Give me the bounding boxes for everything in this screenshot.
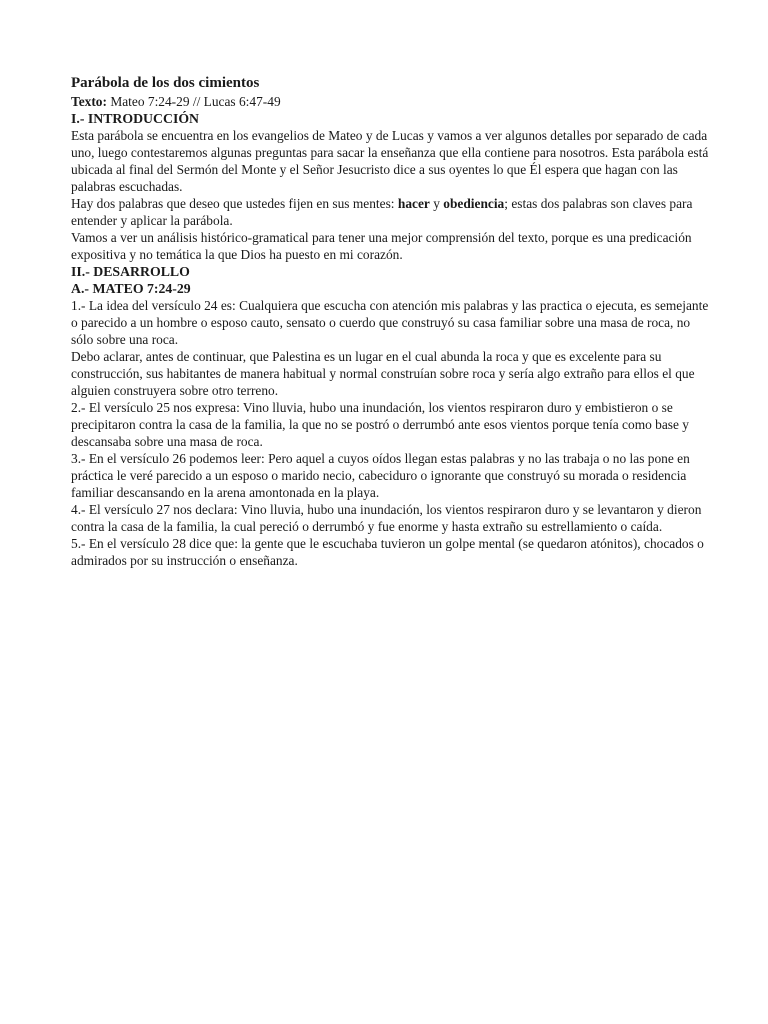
paragraph: Vamos a ver un análisis histórico-gramatical para tener una mejor comprensión del texto, porque es una predicación expositiva y no temática la que Dios ha puesto en mi corazón.	[71, 230, 692, 262]
scripture-reference	[71, 93, 711, 110]
verse-paragraph: 3.- En el versículo 26 podemos leer: Pero aquel a cuyos oídos llegan estas palabras y no las trabaja o no las pone en práctica le veré parecido a un esposo o marido necio, cabeciduro o ignorante que construyó su morada o residencia familiar descansando en la arena amontonada en la playa.	[71, 451, 690, 500]
document-page	[71, 74, 711, 569]
section-heading-desarrollo: II.- DESARROLLO	[71, 264, 190, 279]
verse-paragraph: 2.- El versículo 25 nos expresa: Vino lluvia, hubo una inundación, los vientos respiraron duro y embistieron o se precipitaron contra la casa de la familia, la que no se postró o derrumbó ante esos vientos porque tenía como base y descansaba sobre una masa de roca.	[71, 400, 689, 449]
scripture-label: Texto:	[71, 94, 107, 109]
verse-paragraph: 4.- El versículo 27 nos declara: Vino lluvia, hubo una inundación, los vientos respiraron duro y se levantaron y dieron contra la casa de la familia, la cual pereció o derrumbó y fue enorme y hasta extraño su estrellamiento o caída.	[71, 502, 702, 534]
subsection-heading-mateo: A.- MATEO 7:24-29	[71, 281, 191, 296]
verse-paragraph: 1.- La idea del versículo 24 es: Cualquiera que escucha con atención mis palabras y las practica o ejecuta, es semejante o parecido a un hombre o esposo cauto, sensato o cuerdo que construyó su casa familiar sobre una masa de roca, no sólo sobre una roca.	[71, 298, 709, 347]
paragraph-text: ; estas dos palabras son claves para entender y aplicar la parábola.	[71, 196, 693, 228]
paragraph: Esta parábola se encuentra en los evangelios de Mateo y de Lucas y vamos a ver algunos detalles por separado de cada uno, luego contestaremos algunas preguntas para sacar la enseñanza que ella contiene para nosotros. Esta parábola está ubicada al final del Sermón del Monte y el Señor Jesucristo dice a sus oyentes lo que Él espera que hagan con las palabras escuchadas.	[71, 128, 709, 194]
scripture-value: Mateo 7:24-29 // Lucas 6:47-49	[106, 94, 281, 109]
document-title: Parábola de los dos cimientos	[71, 75, 260, 91]
section-heading-introduction: I.- INTRODUCCIÓN	[71, 111, 200, 126]
paragraph-text: y	[429, 196, 444, 211]
paragraph-key-words	[71, 195, 711, 229]
verse-paragraph: Debo aclarar, antes de continuar, que Palestina es un lugar en el cual abunda la roca y que es excelente para su construcción, sus habitantes de manera habitual y normal construían sobre roca y sería algo extraño para ellos el que alguien construyera sobre otro terreno.	[71, 349, 695, 398]
emphasis-hacer: hacer	[397, 196, 430, 211]
emphasis-obediencia: obediencia	[443, 196, 505, 211]
verse-paragraph: 5.- En el versículo 28 dice que: la gente que le escuchaba tuvieron un golpe mental (se quedaron atónitos), chocados o admirados por su instrucción o enseñanza.	[71, 536, 704, 568]
paragraph-text: Hay dos palabras que deseo que ustedes fijen en sus mentes:	[71, 196, 398, 211]
